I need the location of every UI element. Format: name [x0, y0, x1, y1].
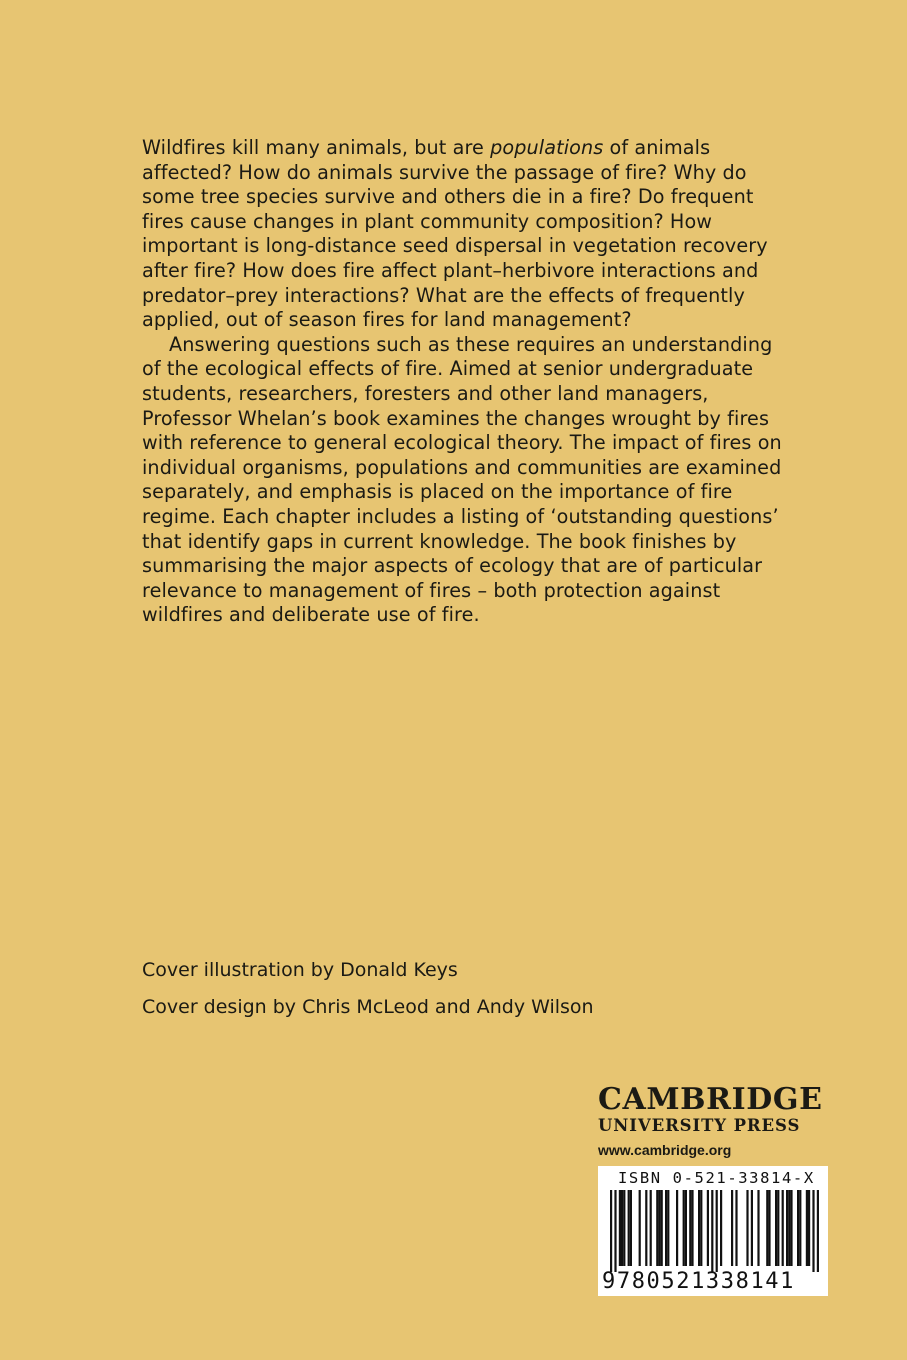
barcode-bar: [812, 1190, 814, 1272]
blurb-p1-start: Wildfires kill many animals, but are: [142, 136, 491, 159]
barcode-bar: [614, 1190, 616, 1272]
barcode-bar: [766, 1190, 768, 1266]
barcode-bar: [746, 1190, 748, 1266]
back-cover-blurb: [142, 136, 782, 628]
barcode-bar: [658, 1190, 660, 1266]
publisher-logo: [598, 1084, 828, 1159]
barcode-bar: [623, 1190, 625, 1266]
barcode-bar: [731, 1190, 733, 1266]
isbn-barcode: [598, 1166, 828, 1296]
barcode-bar: [735, 1190, 737, 1266]
barcode-bar: [645, 1190, 647, 1266]
barcode-bar: [782, 1190, 784, 1266]
barcode-bar: [716, 1190, 718, 1272]
barcode-bar: [665, 1190, 667, 1266]
barcode-bar: [711, 1190, 713, 1272]
blurb-p1-emphasis: populations: [490, 136, 604, 159]
barcode-bar: [639, 1190, 641, 1266]
barcode-bar: [689, 1190, 691, 1266]
barcode-bar: [799, 1190, 801, 1266]
barcode-bar: [786, 1190, 788, 1266]
barcode-bar: [775, 1190, 777, 1266]
barcode-bar: [720, 1190, 722, 1266]
blurb-paragraph-1: [142, 136, 782, 333]
design-credit: Cover design by Chris McLeod and Andy Wilson: [142, 996, 594, 1018]
barcode-bar: [691, 1190, 693, 1266]
barcode-bar: [628, 1190, 630, 1266]
barcode-bar: [610, 1190, 612, 1272]
barcode-bar: [683, 1190, 685, 1266]
illustration-credit: Cover illustration by Donald Keys: [142, 959, 458, 981]
publisher-url: www.cambridge.org: [598, 1142, 732, 1158]
publisher-name: CAMBRIDGE: [598, 1082, 823, 1117]
barcode-bar: [630, 1190, 632, 1266]
barcode-bar: [698, 1190, 700, 1266]
barcode-bar: [790, 1190, 792, 1266]
barcode-bar: [797, 1190, 799, 1266]
barcode-bar: [777, 1190, 779, 1266]
publisher-subtitle: UNIVERSITY PRESS: [598, 1116, 801, 1135]
barcode-bar: [685, 1190, 687, 1266]
barcode-bar: [806, 1190, 808, 1266]
blurb-paragraph-2: Answering questions such as these requires an understanding of the ecological effects of fire. Aimed at senior undergraduate students, researchers, foresters and other land managers, Professor Whelan’s book examines the changes wrought by fires with reference to general ecological theory. The impact of fires on individual organisms, populations and communities are examined separately, and emphasis is placed on the importance of fire regime. Each chapter includes a listing of ‘outstanding questions’ that identify gaps in current knowledge. The book finishes by summarising the major aspects of ecology that are of particular relevance to management of fires – both protection against wildfires and deliberate use of fire.: [142, 332, 782, 627]
barcode-bar: [707, 1190, 709, 1266]
barcode-bar: [817, 1190, 819, 1272]
barcode-bar: [661, 1190, 663, 1266]
barcode-bar: [656, 1190, 658, 1266]
barcode-bar: [667, 1190, 669, 1266]
barcode-bar: [676, 1190, 678, 1266]
barcode-bar: [650, 1190, 652, 1266]
barcode-bar: [619, 1190, 621, 1266]
isbn-number: ISBN 0-521-33814-X: [618, 1169, 815, 1187]
barcode-bar: [768, 1190, 770, 1266]
blurb-p1-rest: of animals affected? How do animals survive the passage of fire? Why do some tree species survive and others die in a fire? Do frequent fires cause changes in plant community composition? How important is long-distance seed dispersal in vegetation recovery after fire? How does fire affect plant–herbivore interactions and predator–prey interactions? What are the effects of frequently applied, out of season fires for land management?: [142, 136, 768, 332]
barcode-bar: [751, 1190, 753, 1266]
barcode-bar: [808, 1190, 810, 1266]
barcode-bar: [788, 1190, 790, 1266]
barcode-bar: [700, 1190, 702, 1266]
barcode-bar: [621, 1190, 623, 1266]
ean-digits: 9780521338141: [602, 1269, 795, 1294]
barcode-bar: [757, 1190, 759, 1266]
cover-credits: [142, 958, 594, 1019]
